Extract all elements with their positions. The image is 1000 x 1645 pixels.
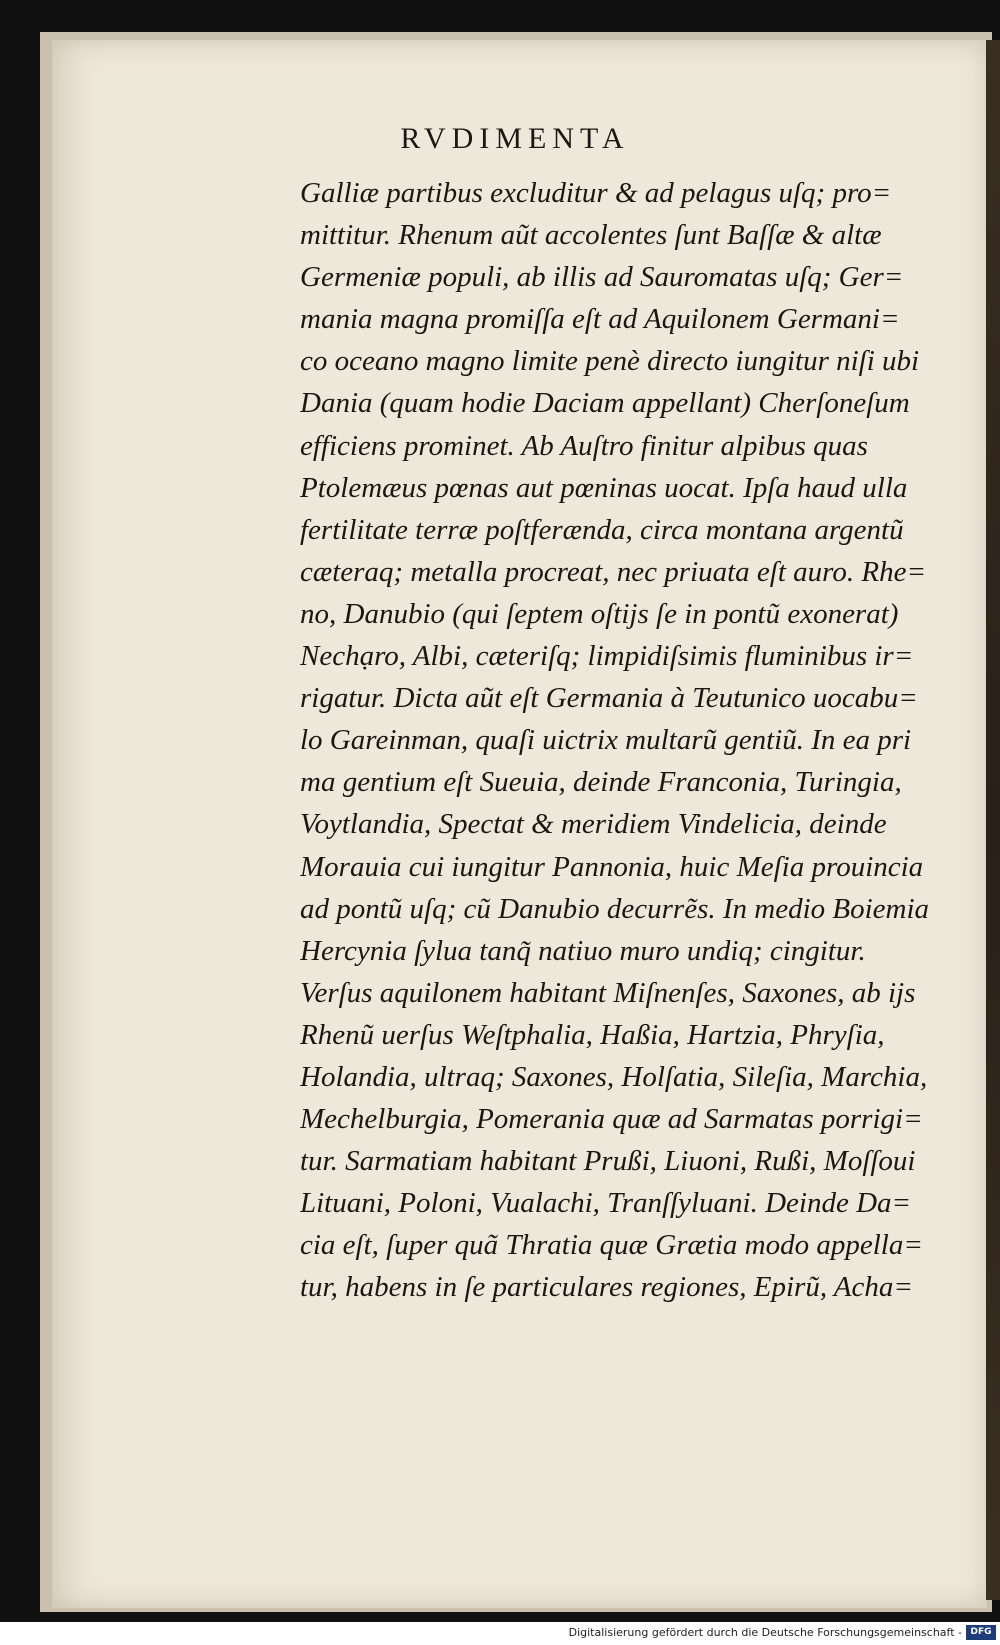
text-line: cæteraq; metalla procreat, nec priuata eſt auro. Rhe= [300,555,927,588]
text-line: Lituani, Poloni, Vualachi, Tranſſyluani. Deinde Da= [300,1187,912,1220]
text-line: mania magna promiſſa eſt ad Aquilonem Germani= [300,303,900,336]
text-line: co oceano magno limite penè directo iungitur niſi ubi [300,345,920,378]
text-line: cia eſt, ſuper quã Thratia quæ Grætia modo appella= [300,1229,923,1262]
text-line: Germeniæ populi, ab illis ad Sauromatas uſq; Ger= [300,261,904,294]
running-header: RVDIMENTA [400,122,630,155]
text-line: Rhenũ uerſus Weſtphalia, Haßia, Hartzia, Phryſia, [300,1018,885,1051]
adjacent-page-edge [986,40,1000,1600]
text-line: Galliæ partibus excluditur & ad pelagus uſq; pro= [300,177,892,209]
footer-bar [0,1622,1000,1645]
text-line: Dania (quam hodie Daciam appellant) Cherſoneſum [300,387,910,420]
text-line: Morauia cui iungitur Pannonia, huic Meſia prouincia [300,850,924,883]
text-line: Holandia, ultraq; Saxones, Holſatia, Sileſia, Marchia, [300,1060,928,1093]
text-line: tur. Sarmatiam habitant Prußi, Liuoni, Rußi, Moſſoui [300,1145,916,1178]
text-line: ma gentium eſt Sueuia, deinde Franconia, Turingia, [300,766,902,799]
text-line: fertilitate terræ poſtferænda, circa montana argentũ [300,513,904,546]
text-line: ad pontũ uſq; cũ Danubio decurrẽs. In medio Boiemia [300,892,930,925]
text-line: Voytlandia, Spectat & meridiem Vindelicia, deinde [300,808,887,841]
text-line: Ptolemæus pœnas aut pœninas uocat. Ipſa haud ulla [300,471,908,504]
text-line: Nechạro, Albi, cæteriſq; limpidiſsimis fluminibus ir= [300,640,914,673]
page-text [300,172,970,1309]
text-line: lo Gareinman, quaſi uictrix multarũ gentiũ. In ea pri [300,724,912,757]
text-line: no, Danubio (qui ſeptem oſtijs ſe in pontũ exonerat) [300,597,899,630]
text-line: Verſus aquilonem habitant Miſnenſes, Saxones, ab ijs [300,976,916,1009]
text-line: Hercynia ſylua tanq̃ natiuo muro undiq; cingitur. [300,934,866,967]
text-line: mittitur. Rhenum aũt accolentes ſunt Baſſæ & altæ [300,219,882,252]
text-line: Mechelburgia, Pomerania quæ ad Sarmatas porrigi= [300,1103,923,1136]
footer-credit: Digitalisierung gefördert durch die Deutsche Forschungsgemeinschaft - [568,1626,962,1639]
dfg-logo-icon: DFG [966,1625,996,1640]
text-line: efficiens prominet. Ab Auſtro finitur alpibus quas [300,429,868,462]
text-line: tur, habens in ſe particulares regiones, Epirũ, Acha= [300,1271,913,1304]
text-line: rigatur. Dicta aũt eſt Germania à Teutunico uocabu= [300,682,918,715]
